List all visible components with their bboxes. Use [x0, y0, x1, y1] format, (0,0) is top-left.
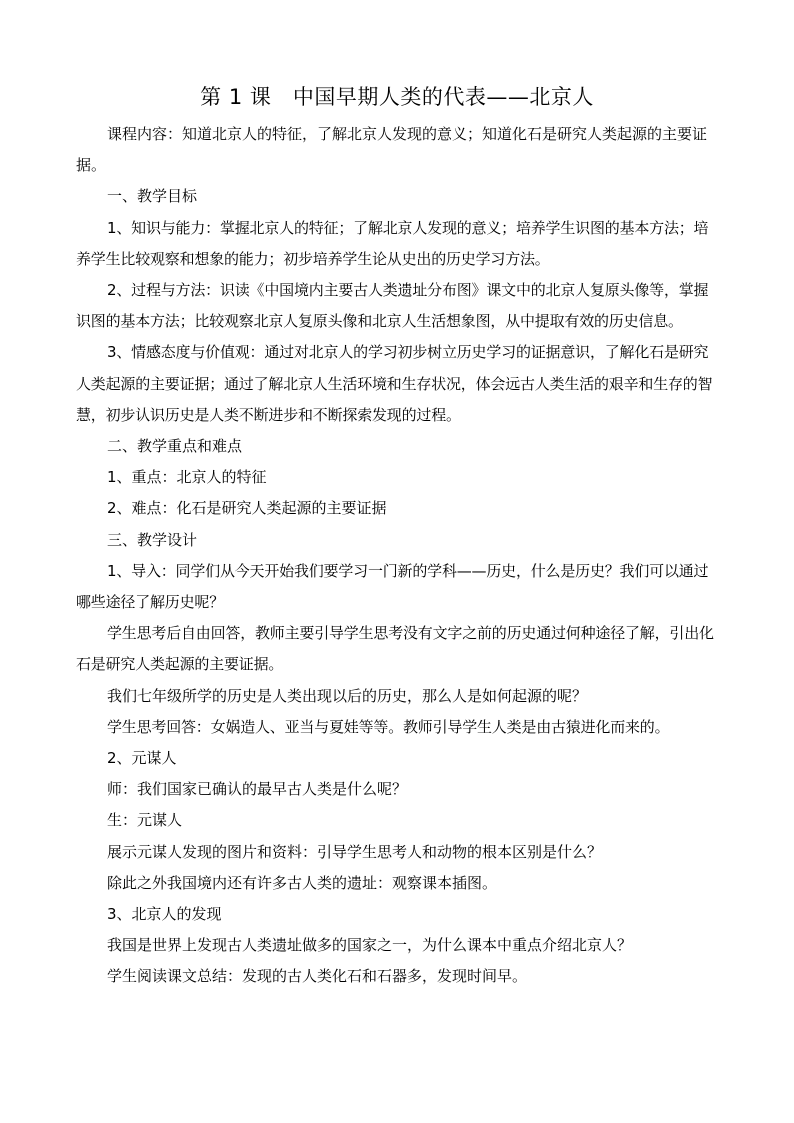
paragraph-introduction: 1、导入：同学们从今天开始我们要学习一门新的学科——历史，什么是历史？我们可以通过哪些途径了解历史呢？ — [76, 561, 709, 612]
paragraph-teacher-question: 师：我们国家已确认的最早古人类是什么呢？ — [107, 780, 408, 799]
heading-key-points: 二、教学重点和难点 — [107, 437, 243, 456]
heading-teaching-goals: 一、教学目标 — [107, 187, 198, 206]
paragraph-emotion-values: 3、情感态度与价值观：通过对北京人的学习初步树立历史学习的证据意识，了解化石是研究人类起源的主要证据；通过了解北京人生活环境和生存状况，体会远古人类生活的艰辛和生存的智慧，初步认识历史是人类不断进步和不断探索发现的过程。 — [76, 343, 713, 424]
paragraph-process-method: 2、过程与方法：识读《中国境内主要古人类遗址分布图》课文中的北京人复原头像等，掌握识图的基本方法；比较观察北京人复原头像和北京人生活想象图，从中提取有效的历史信息。 — [76, 281, 709, 331]
paragraph-knowledge-ability: 1、知识与能力：掌握北京人的特征；了解北京人发现的意义；培养学生识图的基本方法；培养学生比较观察和想象的能力；初步培养学生论从史出的历史学习方法。 — [76, 218, 709, 268]
heading-yuanmou-man: 2、元谋人 — [107, 749, 177, 768]
page-title: 第 1 课 中国早期人类的代表——北京人 — [200, 85, 594, 109]
paragraph-show-yuanmou: 展示元谋人发现的图片和资料：引导学生思考人和动物的根本区别是什么？ — [107, 842, 603, 861]
paragraph-human-origin-question: 我们七年级所学的历史是人类出现以后的历史，那么人是如何起源的呢？ — [107, 686, 588, 705]
paragraph-student-answer-1: 学生思考后自由回答，教师主要引导学生思考没有文字之前的历史通过何种途径了解，引出化石是研究人类起源的主要证据。 — [76, 624, 714, 674]
paragraph-key-point: 1、重点：北京人的特征 — [107, 468, 267, 487]
paragraph-student-answer-2: 学生思考回答：女娲造人、亚当与夏娃等等。教师引导学生人类是由古猿进化而来的。 — [107, 717, 670, 736]
document-body — [76, 119, 722, 993]
heading-teaching-design: 三、教学设计 — [107, 530, 198, 549]
paragraph-student-reply: 生：元谋人 — [107, 811, 183, 830]
paragraph-course-content: 课程内容：知道北京人的特征，了解北京人发现的意义；知道化石是研究人类起源的主要证据。 — [76, 125, 708, 175]
paragraph-reading-summary: 学生阅读课文总结：发现的古人类化石和石器多，发现时间早。 — [107, 967, 528, 986]
paragraph-other-sites: 除此之外我国境内还有许多古人类的遗址：观察课本插图。 — [107, 873, 498, 892]
paragraph-why-peking-man: 我国是世界上发现古人类遗址做多的国家之一，为什么课本中重点介绍北京人？ — [107, 936, 633, 955]
heading-peking-man-discovery: 3、北京人的发现 — [107, 905, 222, 924]
paragraph-difficulty: 2、难点：化石是研究人类起源的主要证据 — [107, 499, 387, 518]
